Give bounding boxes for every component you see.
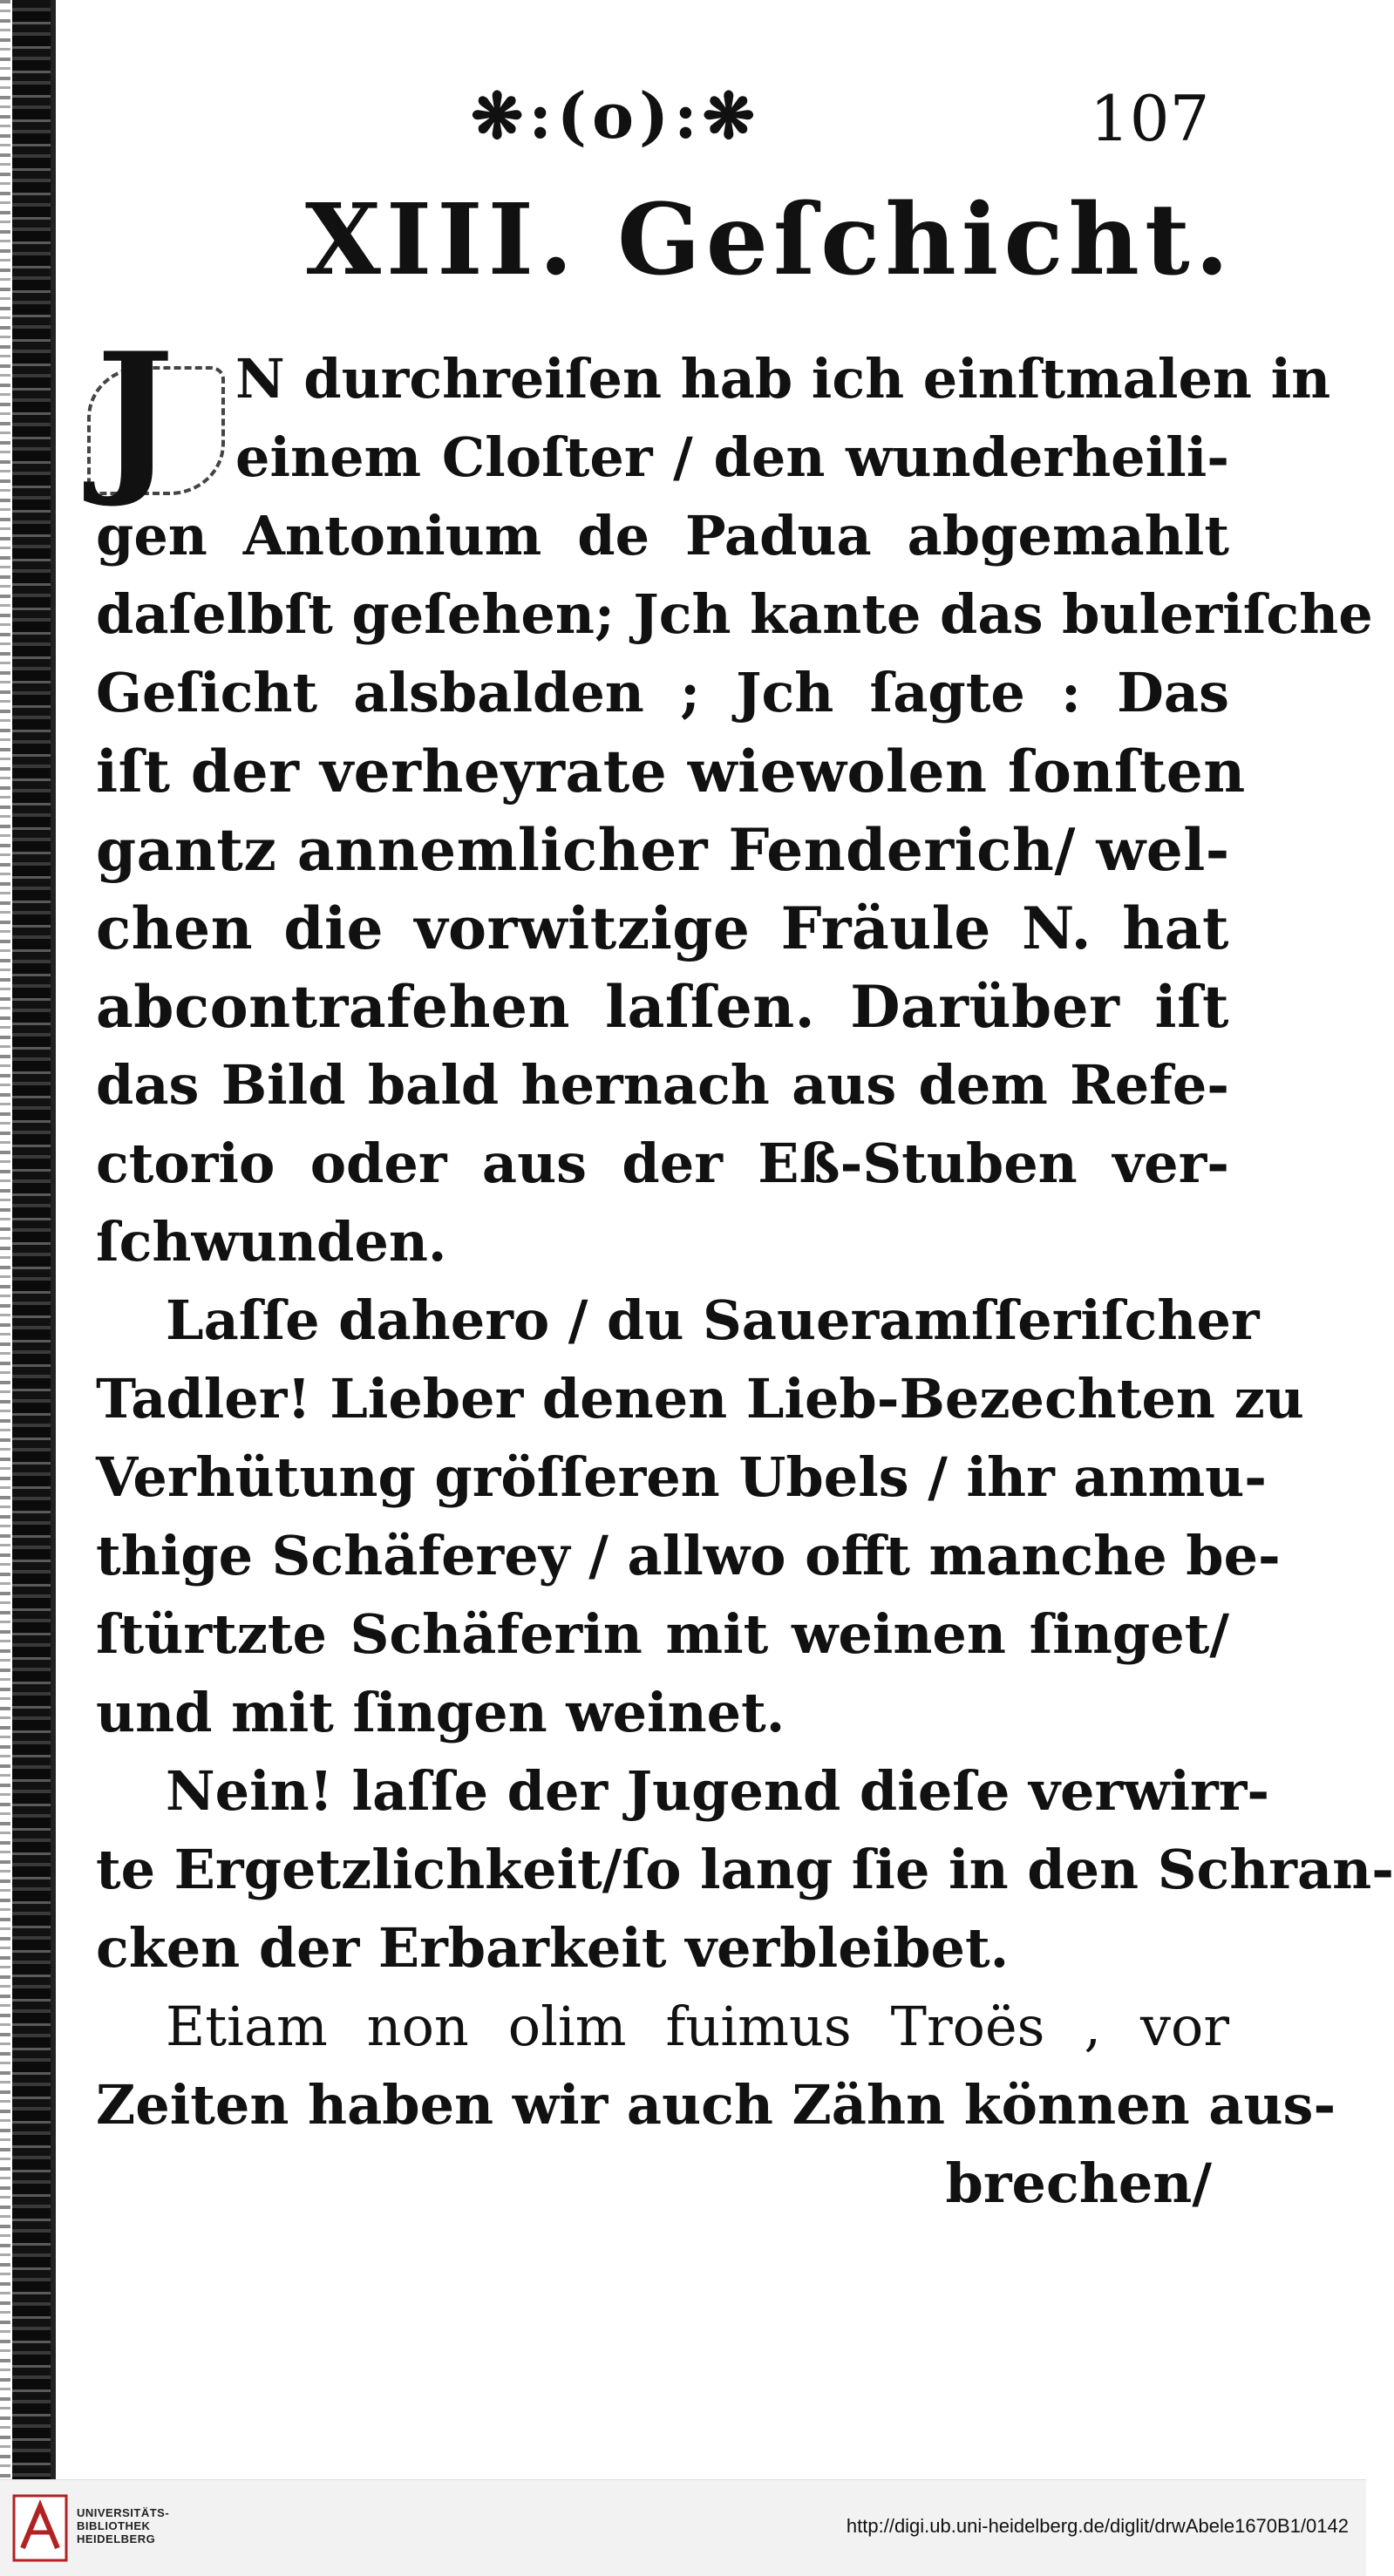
page-number: 107 [1090, 82, 1210, 155]
text-line: das Bild bald hernach aus dem Refe- [96, 1053, 1229, 1117]
text-line: Geſicht alsbalden ; Jch ſagte : Das [96, 661, 1229, 724]
catchword: brechen/ [945, 2151, 1212, 2215]
binding-inner-edge [0, 0, 10, 2484]
text-line-latin: Etiam non olim fuimus Troës , vor [166, 1995, 1229, 2058]
source-url-link[interactable]: http://digi.ub.uni-heidelberg.de/diglit/drwAbele1670B1/0142 [846, 2515, 1349, 2537]
drop-capital [96, 316, 227, 511]
page-body [96, 316, 1394, 2223]
text-line: daſelbſt geſehen; Jch kante das buleriſche [96, 582, 1373, 646]
library-name-line: HEIDELBERG [77, 2532, 156, 2545]
text-line: Verhütung gröſſeren Ubels / ihr anmu- [96, 1445, 1268, 1509]
text-line-emphasis: iſt der verheyrate wiewolen ſonſten [96, 737, 1246, 805]
text-line-emphasis: chen die vorwitzige Fräule N. hat [96, 894, 1229, 962]
library-name-line: BIBLIOTHEK [77, 2519, 151, 2532]
text-line: te Ergetzlichkeit/ſo lang ſie in den Schran- [96, 1838, 1394, 1901]
book-page [96, 52, 1394, 2458]
text-line: ctorio oder aus der Eß-Stuben ver- [96, 1132, 1229, 1195]
text-line: gen Antonium de Padua abgemahlt [96, 504, 1229, 568]
text-line: thige Schäferey / allwo offt manche be- [96, 1524, 1281, 1587]
text-line-emphasis: gantz annemlicher Fenderich/ wel- [96, 816, 1230, 884]
library-name-line: UNIVERSITÄTS- [77, 2506, 170, 2519]
page-header [96, 52, 1282, 174]
viewer-footer [0, 2479, 1366, 2576]
text-line: Tadler! Lieber denen Lieb-Bezechten zu [96, 1367, 1304, 1431]
university-logo-icon [12, 2494, 68, 2562]
text-line: und mit ſingen weinet. [96, 1681, 785, 1744]
drop-capital-letter: J [96, 316, 174, 511]
library-name [77, 2506, 169, 2545]
header-ornament: ❋:(o):❋ [471, 78, 760, 153]
binding-edge [0, 0, 61, 2484]
chapter-title: XIII. Geſchicht. [305, 183, 1234, 297]
text-line: N durchreiſen hab ich einſtmalen in [235, 347, 1331, 411]
text-line-emphasis: abcontrafehen laſſen. Darüber iſt [96, 973, 1229, 1041]
binding-strip [12, 0, 56, 2484]
text-line: Zeiten haben wir auch Zähn können aus- [96, 2073, 1336, 2137]
text-line: Laſſe dahero / du Saueramſſeriſcher [166, 1288, 1260, 1352]
text-line: einem Cloſter / den wunderheili- [235, 425, 1229, 489]
text-line: Nein! laſſe der Jugend dieſe verwirr- [166, 1759, 1270, 1823]
text-line: ſchwunden. [96, 1210, 447, 1274]
text-line: cken der Erbarkeit verbleibet. [96, 1916, 1010, 1980]
text-line: ſtürtzte Schäferin mit weinen ſinget/ [96, 1602, 1229, 1666]
